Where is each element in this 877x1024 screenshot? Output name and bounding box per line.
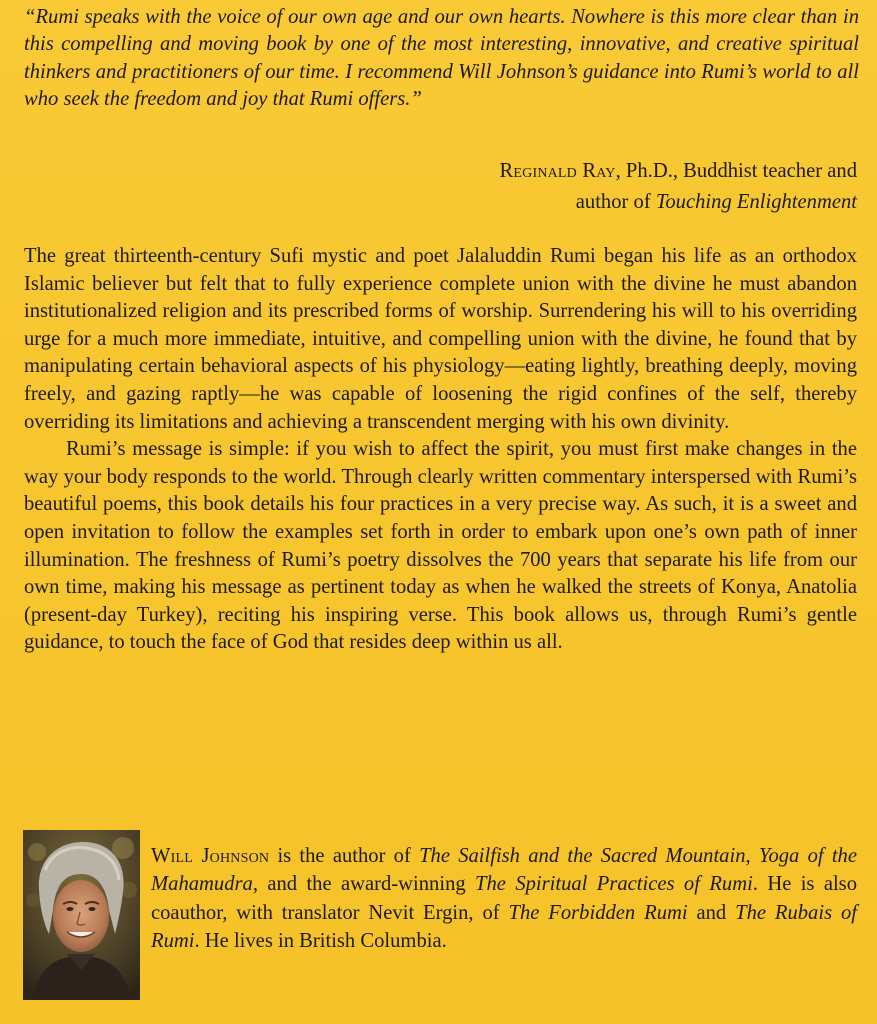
endorser-book-title: Touching Enlightenment bbox=[655, 191, 857, 213]
bio-book-2: Yoga of the Mahamudra bbox=[151, 845, 857, 896]
author-bio bbox=[151, 842, 857, 956]
book-description bbox=[24, 243, 857, 657]
bio-text-5: and bbox=[687, 901, 736, 924]
endorser-name: Reginald Ray bbox=[499, 160, 616, 182]
description-paragraph-2: Rumi’s message is simple: if you wish to affect the spirit, you must first make changes in the way your body responds to the world. Through clearly written commentary interspersed with Rumi’s beautiful poems, this book details his four practices in a very precise way. As such, it is a sweet and open invitation to follow the examples set forth in order to embark upon one’s own path of inner illumination. The freshness of Rumi’s poetry dissolves the 700 years that separate his life from our own time, making his message as pertinent today as when he walked the streets of Konya, Anatolia (present-day Turkey), reciting his inspiring verse. This book allows us, through Rumi’s gentle guidance, to touch the face of God that resides deep within us all. bbox=[24, 438, 857, 654]
author-name: Will Johnson bbox=[151, 845, 270, 867]
bio-book-4: The Forbidden Rumi bbox=[508, 901, 688, 924]
bio-text-4: . He is also coauthor, with translator Nevit Ergin, of bbox=[151, 873, 857, 924]
description-paragraph-1: The great thirteenth-century Sufi mystic and poet Jalaluddin Rumi began his life as an orthodox Islamic believer but felt that to fully experience complete union with the divine he must abandon institutionalized religion and its prescribed forms of worship. Surrendering his will to his overriding urge for a much more immediate, intuitive, and compelling union with the divine, he found that by manipulating certain behavioral aspects of his physiology—eating lightly, breathing deeply, moving freely, and gazing raptly—he was capable of loosening the rigid confines of the self, thereby overriding its limitations and achieving a transcendent merging with his own divinity. bbox=[24, 245, 857, 433]
bio-book-3: The Spiritual Practices of Rumi bbox=[475, 873, 753, 896]
endorser-credential: , Ph.D., Buddhist teacher and bbox=[615, 160, 857, 182]
bio-book-1: The Sailfish and the Sacred Mountain bbox=[419, 845, 746, 867]
endorsement-quote: “Rumi speaks with the voice of our own age and our own hearts. Nowhere is this more clear than in this compelling and moving book by one of the most interesting, innovative, and creative spiritual thinkers and practitioners of our time. I recommend Will Johnson’s guidance into Rumi’s world to all who seek the freedom and joy that Rumi offers.” bbox=[24, 6, 859, 110]
bio-book-5: The Rubais of Rumi bbox=[151, 901, 857, 953]
bio-text-1: is the author of bbox=[269, 845, 420, 867]
bio-text-6: . He lives in British Columbia. bbox=[194, 930, 447, 953]
attribution-line-2 bbox=[257, 187, 857, 218]
bio-text-2: , bbox=[745, 845, 759, 867]
endorsement-attribution bbox=[257, 156, 857, 218]
attribution-line-1 bbox=[257, 156, 857, 187]
author-photo bbox=[23, 830, 140, 1000]
attribution-prefix: author of bbox=[575, 191, 656, 213]
bio-text-3: , and the award-winning bbox=[252, 873, 476, 896]
